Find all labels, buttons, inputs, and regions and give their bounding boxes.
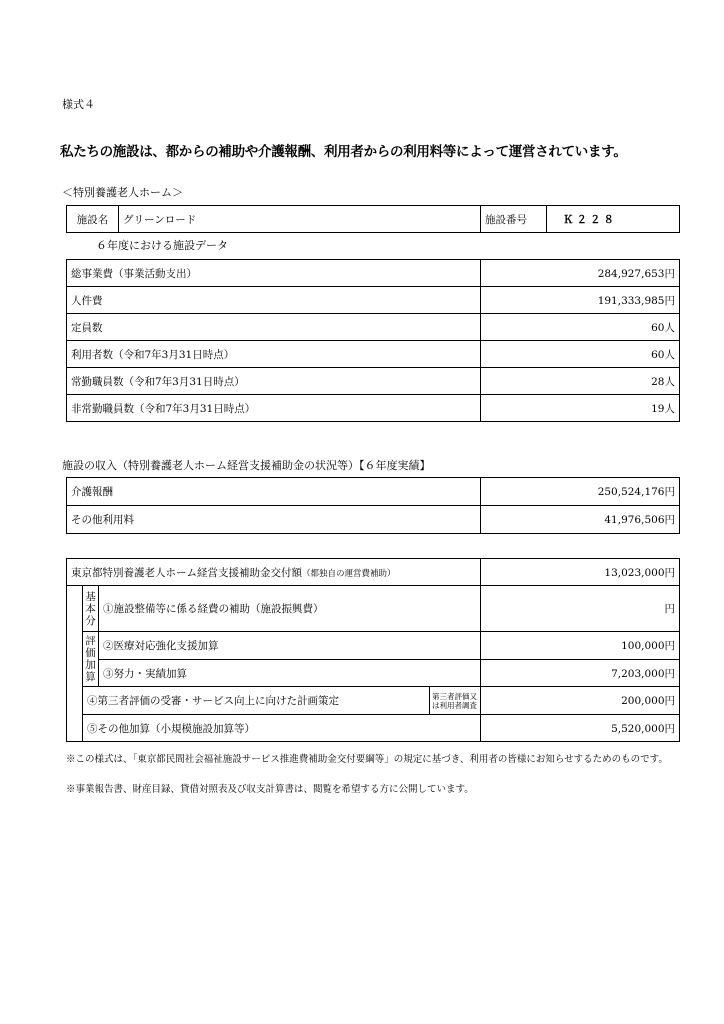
data-label: 総事業費（事業活動支出）: [67, 260, 481, 287]
income-label: 介護報酬: [67, 478, 481, 506]
data-value: 60人: [481, 314, 680, 341]
item5-label: ⑤その他加算（小規模施設加算等）: [83, 715, 481, 742]
data-section-title: ６年度における施設データ: [96, 239, 228, 252]
data-value: 60人: [481, 341, 680, 368]
income-label: その他利用料: [67, 506, 481, 534]
data-label: 定員数: [67, 314, 481, 341]
eval-label: 評価加算: [83, 632, 99, 687]
subsidy-indent: [67, 586, 83, 715]
item4-note: 第三者評価又は利用者調査: [430, 687, 481, 715]
data-value: 28人: [481, 368, 680, 395]
facility-number: Ｋ２２８: [547, 206, 680, 233]
item1-label: ①施設整備等に係る経費の補助（施設振興費）: [99, 586, 481, 632]
facility-type: ＜特別養護老人ホーム＞: [62, 186, 183, 199]
item5-value: 5,520,000円: [481, 715, 680, 742]
data-value: 284,927,653円: [481, 260, 680, 287]
income-table: [66, 477, 680, 534]
data-label: 人件費: [67, 287, 481, 314]
form-number: 様式４: [62, 98, 95, 111]
item2-label: ②医療対応強化支援加算: [99, 632, 481, 660]
note-1: ※この様式は、「東京都民間社会福祉施設サービス推進費補助金交付要綱等」の規定に基づき、利用者の皆様にお知らせするためのものです。: [66, 754, 668, 765]
page-headline: 私たちの施設は、都からの補助や介護報酬、利用者からの利用料等によって運営されています。: [60, 144, 627, 160]
item3-label: ③努力・実績加算: [99, 660, 481, 687]
item1-value: 円: [481, 586, 680, 632]
item4-label: ④第三者評価の受審・サービス向上に向けた計画策定: [83, 687, 430, 715]
item2-value: 100,000円: [481, 632, 680, 660]
income-value: 41,976,506円: [481, 506, 680, 534]
facility-number-label: 施設番号: [481, 206, 547, 233]
facility-name: グリーンロード: [119, 206, 481, 233]
subsidy-table: [66, 558, 680, 742]
data-value: 19人: [481, 395, 680, 422]
facility-data-table: [66, 259, 680, 422]
income-section-title: 施設の収入（特別養護老人ホーム経営支援補助金の状況等）【６年度実績】: [62, 459, 431, 472]
item4-value: 200,000円: [481, 687, 680, 715]
basic-label: 基本分: [83, 586, 99, 632]
data-label: 常勤職員数（令和7年3月31日時点）: [67, 368, 481, 395]
facility-info-table: [66, 205, 680, 233]
subsidy-total-value: 13,023,000円: [481, 559, 680, 586]
data-label: 非常勤職員数（令和7年3月31日時点）: [67, 395, 481, 422]
facility-name-label: 施設名: [67, 206, 119, 233]
subsidy-indent-bottom: [67, 715, 83, 742]
income-value: 250,524,176円: [481, 478, 680, 506]
subsidy-total-label: 東京都特別養護老人ホーム経営支援補助金交付額（都独自の運営費補助）: [67, 559, 481, 586]
note-2: ※事業報告書、財産目録、貸借対照表及び収支計算書は、閲覧を希望する方に公開しています。: [66, 784, 474, 795]
item3-value: 7,203,000円: [481, 660, 680, 687]
data-value: 191,333,985円: [481, 287, 680, 314]
data-label: 利用者数（令和7年3月31日時点）: [67, 341, 481, 368]
